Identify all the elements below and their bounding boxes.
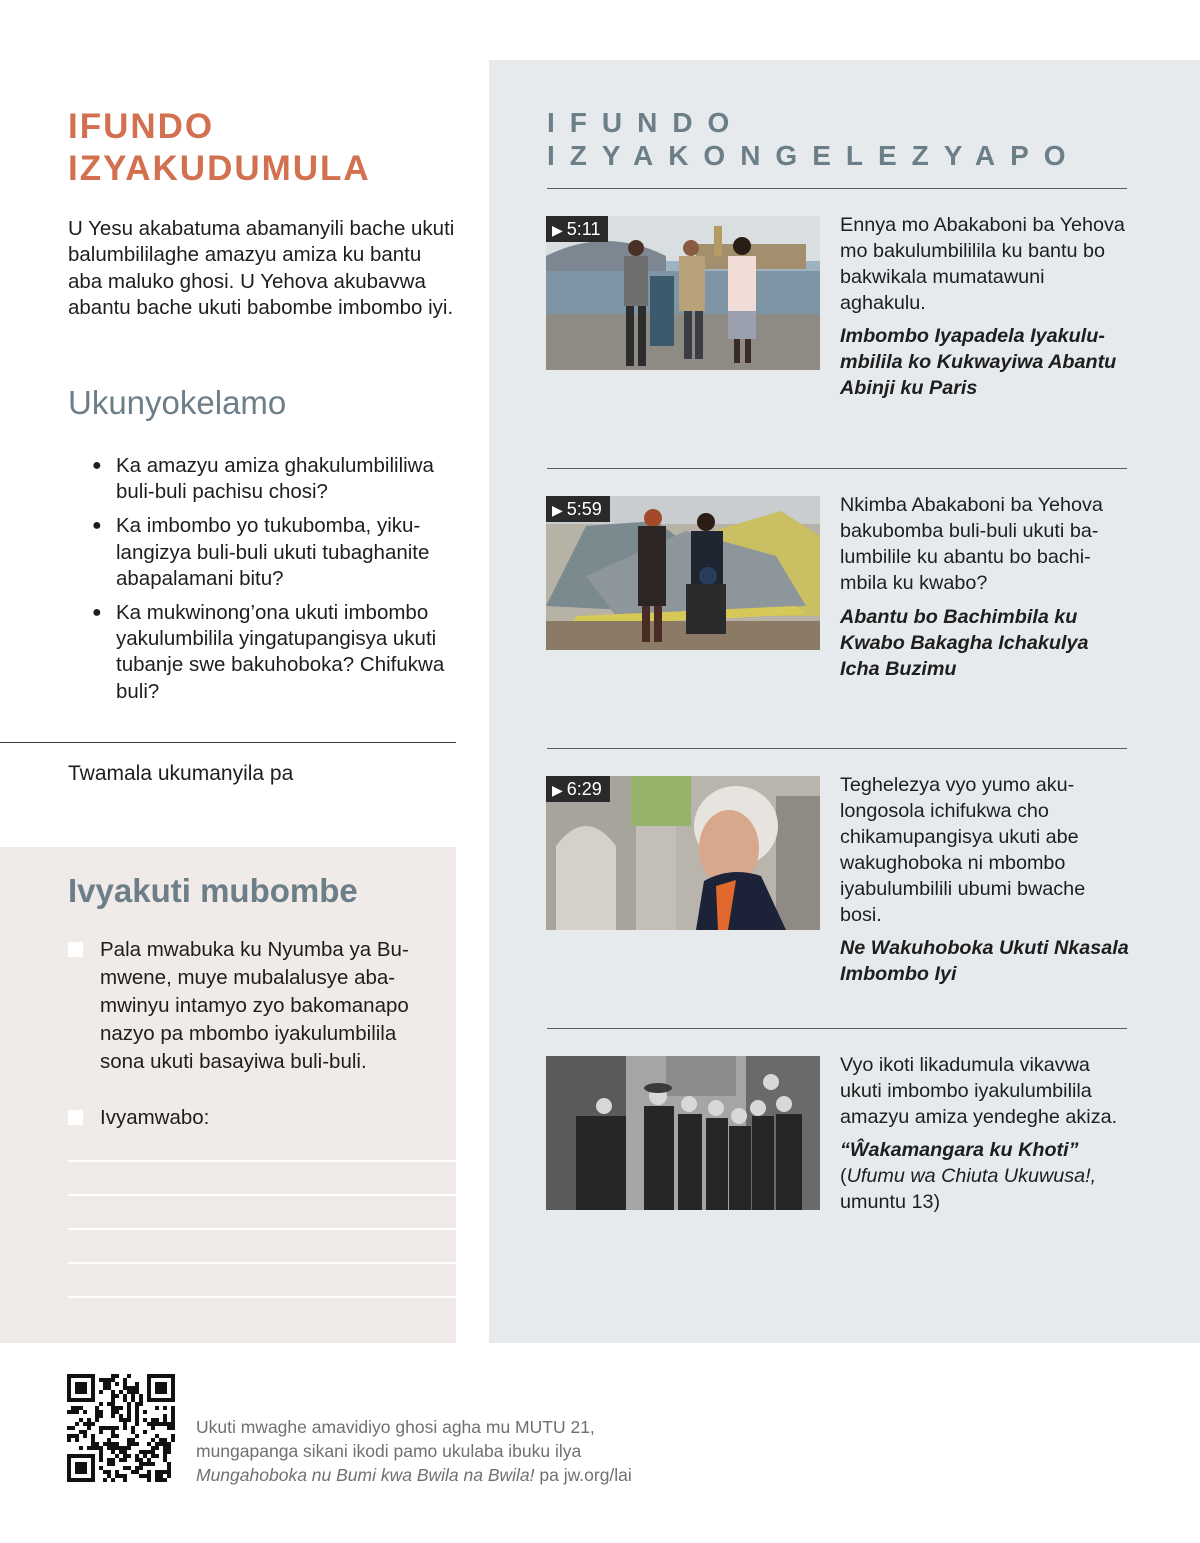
checkbox-icon[interactable] [68, 1110, 83, 1125]
publication-reference[interactable]: “Ŵakamangara ku Khoti” (Ufumu wa Chiuta Ukuwusa!, umuntu 13) [840, 1137, 1130, 1215]
checkbox-icon[interactable] [68, 942, 83, 957]
bullet-icon: ● [92, 604, 102, 622]
book-title: Mungahoboka nu Bumi kwa Bwila na Bwila! [196, 1465, 535, 1485]
bullet-icon: ● [92, 457, 102, 474]
video-description: Nkimba Abakaboni ba Yehova bakubomba buli-buli ukuti balumbilile ku abantu bo bachimbila ku kwabo? [840, 494, 1103, 594]
write-line [68, 1296, 456, 1298]
task-heading: Ivyakuti mubombe [68, 872, 358, 909]
intro-paragraph: U Yesu akabatuma abamanyili bache ukuti balumbililaghe amazyu amiza ku bantu aba maluko ghosi. U Yehova akubavwa abantu bache ukuti babombe imbombo iyi. [68, 217, 455, 319]
divider [547, 188, 1127, 189]
task-text: Pala mwabuka ku Nyumba ya Bumwene, muye mubalalusye abamwinyu intamyo zyo bakomanapo nazyo pa mbombo iyakulumbilila sona ukuti basayiwa buli-buli. [100, 938, 409, 1073]
site-link[interactable]: pa jw.org/lai [534, 1465, 632, 1485]
duration-badge: ▶ 6:29 [546, 776, 610, 802]
page-title [68, 106, 458, 190]
lesson-intro [68, 106, 458, 321]
play-icon: ▶ [552, 502, 563, 518]
divider [0, 742, 456, 743]
review-questions [92, 453, 457, 713]
title-line-2: IZYAKUDUMULA [68, 149, 371, 188]
qr-code-icon[interactable] [67, 1374, 175, 1482]
write-line [68, 1228, 456, 1230]
additional-lessons-heading: IFUNDO IZYAKONGELEZYAPO [547, 107, 1081, 171]
reference-title: “Ŵakamangara ku Khoti” [840, 1139, 1079, 1161]
video-title[interactable]: Ne Wakuhoboka Ukuti Nkasala Imbombo Iyi [840, 937, 1129, 985]
review-question: ● Ka amazyu amiza ghakulumbililiwa buli-buli pachisu chosi? [92, 454, 434, 504]
divider [547, 468, 1127, 469]
duration-badge: ▶ 5:59 [546, 496, 610, 522]
video-thumbnail[interactable] [546, 776, 820, 930]
review-question: ● Ka mukwinong’ona ukuti imbombo yakulumbilila yingatupangisya ukuti tubanje swe bakuhoboka? Chifukwa buli? [92, 601, 445, 703]
task-box [0, 847, 456, 1343]
goal-label: Ivyamwabo: [100, 1106, 210, 1129]
divider [547, 748, 1127, 749]
reference-chapter: umuntu 13) [840, 1191, 941, 1213]
write-line [68, 1160, 456, 1162]
video-title[interactable]: Abantu bo Bachimbila ku Kwabo Bakagha Ichakulya Icha Buzimu [840, 606, 1089, 680]
duration-badge: ▶ 5:11 [546, 216, 608, 242]
video-thumbnail[interactable] [546, 496, 820, 650]
write-line [68, 1262, 456, 1264]
item-description: Vyo ikoti likadumula vikavwa ukuti imbombo iyakulumbilila amazyu amiza yendeghe akiza. [840, 1054, 1118, 1128]
video-description: Ennya mo Abakaboni ba Yehova mo bakulumbililila ku bantu bo bakwikala mumatawuni aghakulu. [840, 214, 1125, 314]
footer-note: Ukuti mwaghe amavidiyo ghosi agha mu MUTU 21, mungapanga sikani ikodi pamo ukulaba ibuku ilya Mungahoboka nu Bumi kwa Bwila na Bwila! pa jw.org/lai [196, 1417, 632, 1485]
review-heading: Ukunyokelamo [68, 384, 287, 421]
video-thumbnail[interactable] [546, 216, 820, 370]
title-line-1: IFUNDO [68, 107, 215, 146]
play-icon: ▶ [552, 222, 563, 238]
write-line [68, 1194, 456, 1196]
review-question: ● Ka imbombo yo tukubomba, yikulangizya buli-buli ukuti tubaghanite abapalamani bitu? [92, 514, 430, 590]
task-checkbox-item[interactable] [68, 936, 438, 1076]
video-description: Teghelezya vyo yumo akulongosola ichifukwa cho chikamupangisya ukuti abe wakughoboka ni mbombo iyabulumbilili ubumi bwache bosi. [840, 774, 1086, 926]
reference-book: Ufumu wa Chiuta Ukuwusa!, [846, 1165, 1097, 1187]
play-icon: ▶ [552, 782, 563, 798]
video-title[interactable]: Imbombo Iyapadela Iyakulumbilila ko Kukwayiwa Abantu Abinji ku Paris [840, 325, 1117, 399]
learned-date-label: Twamala ukumanyila pa [68, 762, 294, 785]
bullet-icon: ● [92, 517, 102, 535]
goal-checkbox-item[interactable] [68, 1104, 438, 1132]
historical-photo [546, 1056, 820, 1210]
divider [547, 1028, 1127, 1029]
